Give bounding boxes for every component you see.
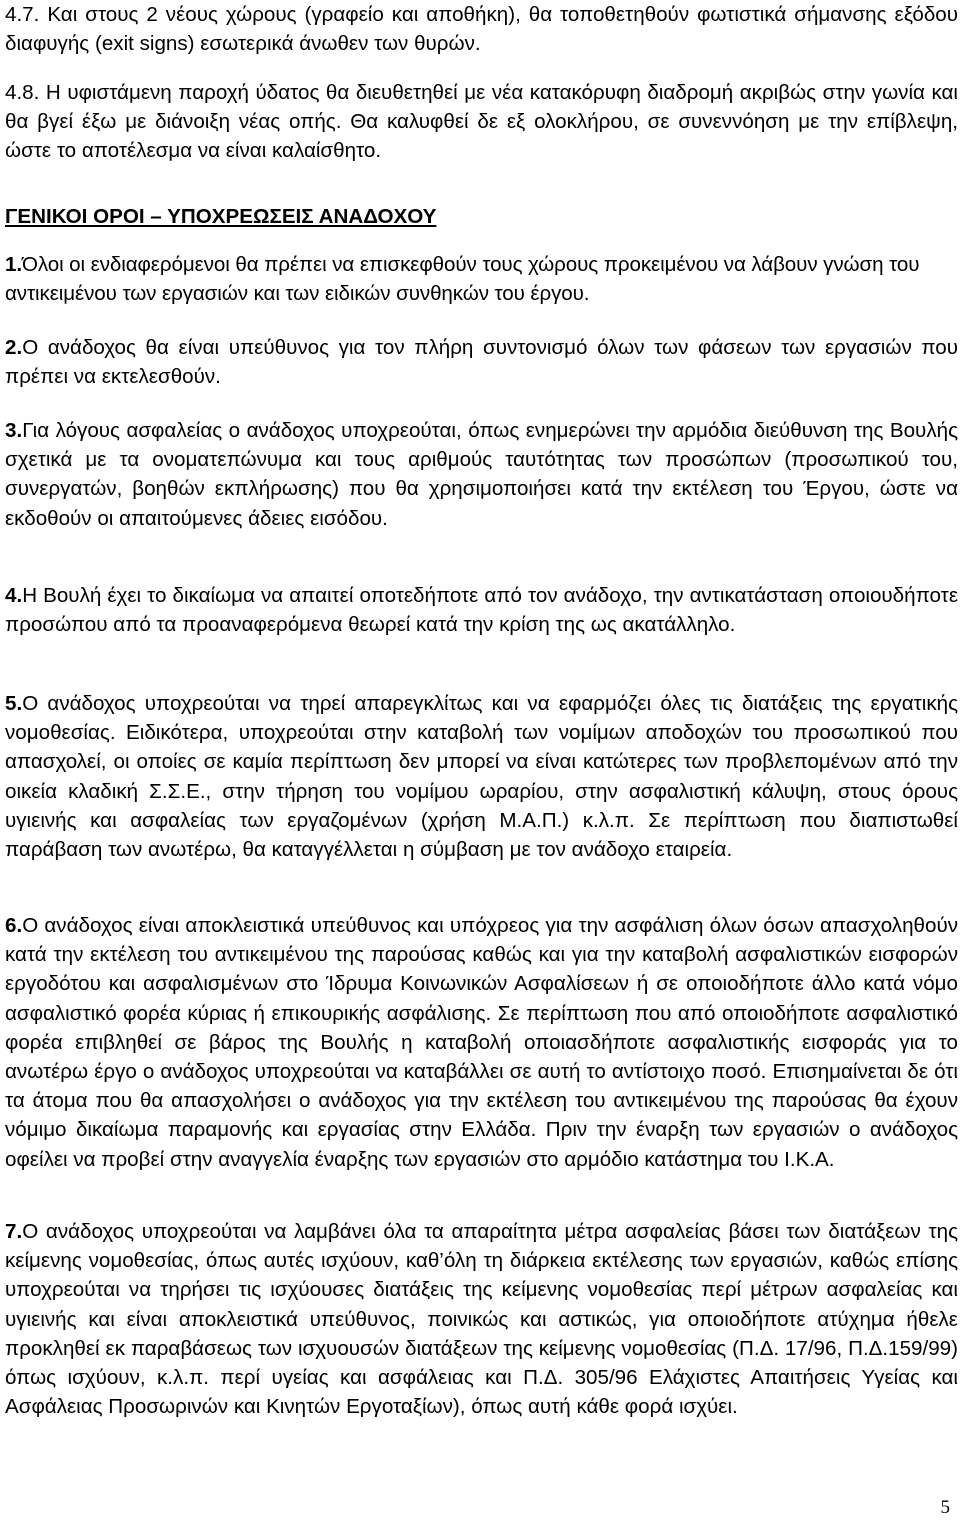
term-number: 2. (5, 336, 23, 359)
term-3 (5, 416, 958, 533)
term-4 (5, 581, 958, 639)
term-1 (5, 250, 958, 308)
term-number: 5. (5, 692, 23, 715)
term-text: Όλοι οι ενδιαφερόμενοι θα πρέπει να επισκεφθούν τους χώρους προκειμένου να λάβουν γνώση του αντικειμένου των εργασιών και των ειδικών συνθηκών του έργου. (5, 253, 920, 306)
term-6 (5, 911, 958, 1174)
clause-text: Η υφιστάμενη παροχή ύδατος θα διευθετηθεί με νέα κατακόρυφη διαδρομή ακριβώς στην γωνία και θα βγεί έξω με διάνοιξη νέας οπής. Θα καλυφθεί δε εξ ολοκλήρου, σε συνεννόηση με την επίβλεψη, ώστε το αποτέλεσμα να είναι καλαίσθητο. (5, 81, 958, 163)
page-number: 5 (940, 1497, 950, 1518)
clause-text: Και στους 2 νέους χώρους (γραφείο και αποθήκη), θα τοποθετηθούν φωτιστικά σήμανσης εξόδου διαφυγής (exit signs) εσωτερικά άνωθεν των θυρών. (5, 3, 958, 56)
term-number: 6. (5, 914, 23, 937)
term-text: Ο ανάδοχος υποχρεούται να τηρεί απαρεγκλίτως και να εφαρμόζει όλες τις διατάξεις της εργατικής νομοθεσίας. Ειδικότερα, υποχρεούται στην καταβολή των νομίμων αποδοχών του προσωπικού που απασχολεί, οι οποίες σε καμία περίπτωση δεν μπορεί να είναι κατώτερες των προβλεπομένων από την οικεία κλαδική Σ.Σ.Ε., στην τήρηση του νομίμου ωραρίου, στην ασφαλιστική κάλυψη, στους όρους υγιεινής και ασφαλείας των εργαζομένων (χρήση Μ.Α.Π.) κ.λ.π. Σε περίπτωση που διαπιστωθεί παράβαση των ανωτέρω, θα καταγγέλλεται η σύμβαση με τον ανάδοχο εταιρεία. (5, 692, 958, 862)
term-text: Ο ανάδοχος υποχρεούται να λαμβάνει όλα τα απαραίτητα μέτρα ασφαλείας βάσει των διατάξεων της κείμενης νομοθεσίας, όπως αυτές ισχύουν, καθ’όλη τη διάρκεια εκτέλεσης των εργασιών, καθώς επίσης υποχρεούται να τηρήσει τις ισχύουσες διατάξεις της κείμενης νομοθεσίας περί μέτρων ασφαλείας και υγιεινής και είναι αποκλειστικά υπεύθυνος, ποινικώς και αστικώς, για οποιοδήποτε ατύχημα ήθελε προκληθεί εκ παραβάσεως των ισχυουσών διατάξεων της κείμενης νομοθεσίας (Π.Δ. 17/96, Π.Δ.159/99) όπως ισχύουν, κ.λ.π. περί υγείας και ασφάλειας και Π.Δ. 305/96 Ελάχιστες Απαιτήσεις Υγείας και Ασφάλειας Προσωρινών και Κινητών Εργοταξίων), όπως αυτή κάθε φορά ισχύει. (5, 1220, 958, 1419)
term-number: 4. (5, 584, 23, 607)
term-number: 3. (5, 419, 23, 442)
term-text: Ο ανάδοχος είναι αποκλειστικά υπεύθυνος και υπόχρεος για την ασφάλιση όλων όσων απασχοληθούν κατά την εκτέλεση του αντικειμένου της παρούσας καθώς και για την καταβολή ασφαλιστικών εισφορών εργοδότου και ασφαλισμένων στο Ίδρυμα Κοινωνικών Ασφαλίσεων ή σε οποιοδήποτε άλλο κατά νόμο ασφαλιστικό φορέα κύριας ή επικουρικής ασφάλισης. Σε περίπτωση που από οποιοδήποτε ασφαλιστικό φορέα επιβληθεί σε βάρος της Βουλής η καταβολή οποιασδήποτε ασφαλιστικής εισφοράς για το ανωτέρω έργο ο ανάδοχος υποχρεούται να καταβάλλει σε αυτή το αντίστοιχο ποσό. Επισημαίνεται δε ότι τα άτομα που θα απασχολήσει ο ανάδοχος για την εκτέλεση του αντικειμένου της παρούσας θα έχουν νόμιμο δικαίωμα παραμονής και εργασίας στην Ελλάδα. Πριν την έναρξη των εργασιών ο ανάδοχος οφείλει να προβεί στην αναγγελία έναρξης των εργασιών στο αρμόδιο κατάστημα του Ι.Κ.Α. (5, 914, 958, 1171)
term-2 (5, 333, 958, 391)
term-7 (5, 1217, 958, 1421)
term-5 (5, 689, 958, 864)
clause-4-7 (5, 0, 958, 58)
term-number: 1. (5, 253, 22, 276)
term-text: Ο ανάδοχος θα είναι υπεύθυνος για τον πλήρη συντονισμό όλων των φάσεων των εργασιών που πρέπει να εκτελεσθούν. (5, 336, 958, 389)
section-heading: ΓΕΝΙΚΟΙ ΟΡΟΙ – ΥΠΟΧΡΕΩΣΕΙΣ ΑΝΑΔΟΧΟΥ (5, 205, 437, 228)
clause-number: 4.7. (5, 3, 40, 26)
term-number: 7. (5, 1220, 23, 1243)
term-text: Η Βουλή έχει το δικαίωμα να απαιτεί οποτεδήποτε από τον ανάδοχο, την αντικατάσταση οποιουδήποτε προσώπου από τα προαναφερόμενα θεωρεί κατά την κρίση της ως ακατάλληλο. (5, 584, 958, 637)
clause-number: 4.8. (5, 81, 40, 104)
clause-4-8 (5, 78, 958, 166)
term-text: Για λόγους ασφαλείας ο ανάδοχος υποχρεούται, όπως ενημερώνει την αρμόδια διεύθυνση της Βουλής σχετικά με τα ονοματεπώνυμα και τους αριθμούς ταυτότητας των προσώπων (προσωπικού του, συνεργατών, βοηθών εκπλήρωσης) που θα χρησιμοποιήσει κατά την εκτέλεση του Έργου, ώστε να εκδοθούν οι απαιτούμενες άδειες εισόδου. (5, 419, 958, 530)
